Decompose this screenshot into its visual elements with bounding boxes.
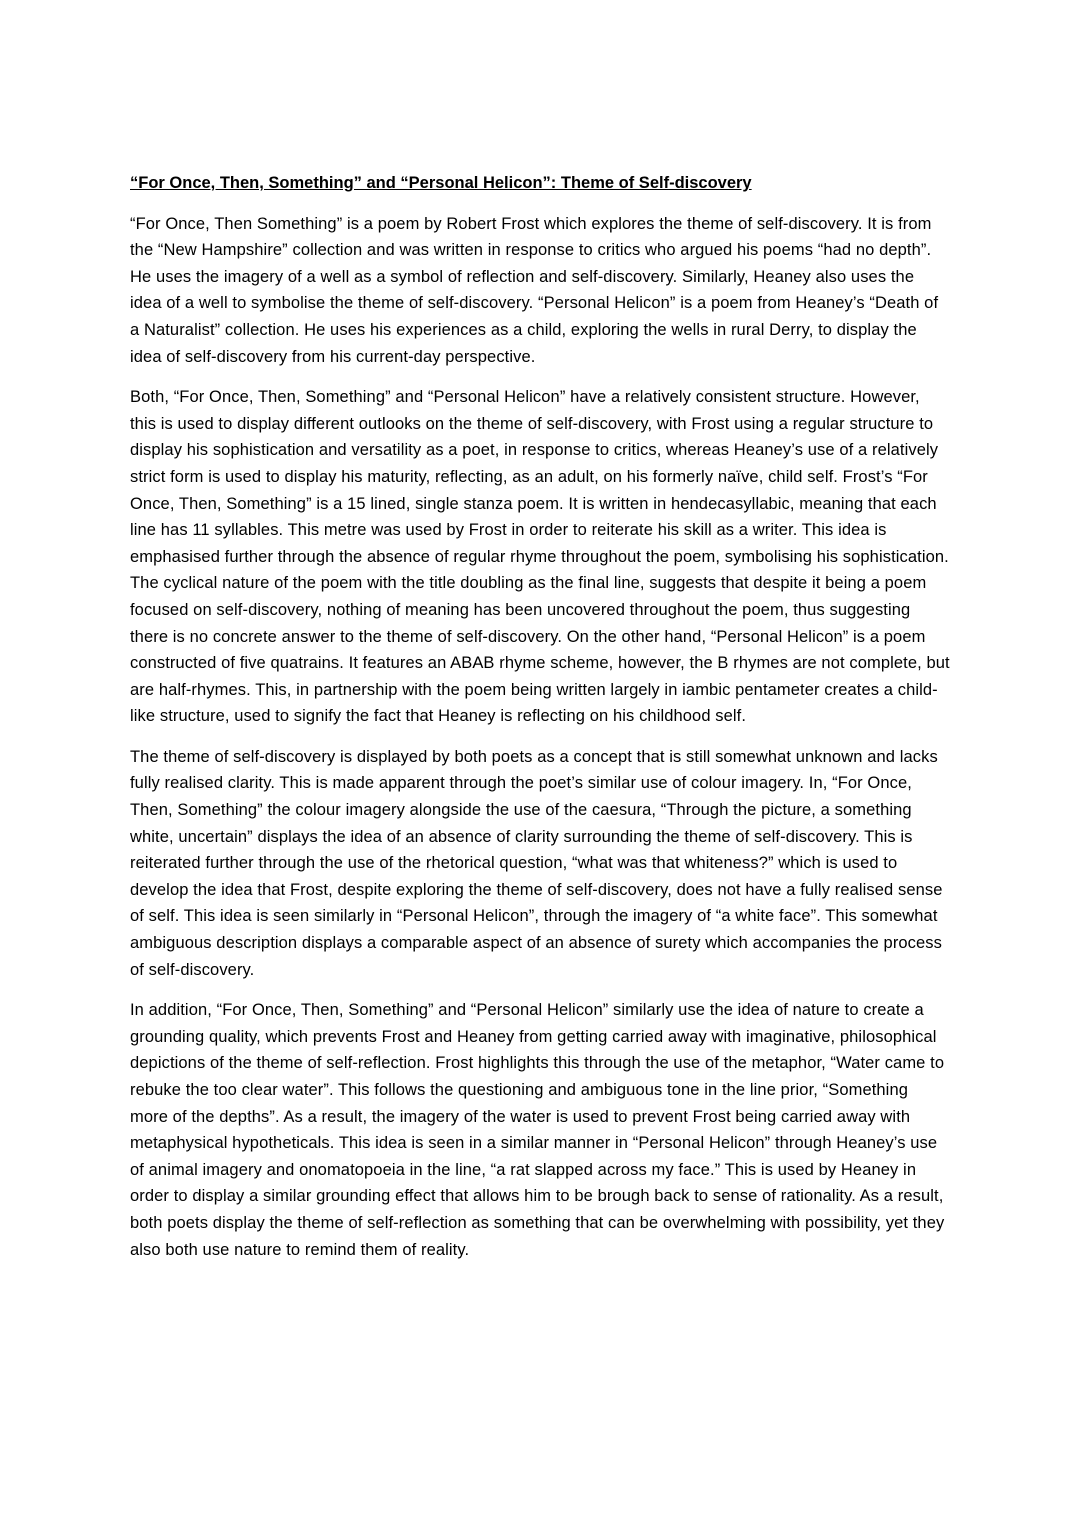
essay-paragraph-4: In addition, “For Once, Then, Something” and “Personal Helicon” similarly use the idea of nature to create a grounding quality, which prevents Frost and Heaney from getting carried away with imaginative, philosophical depictions of the theme of self-reflection. Frost highlights this through the use of the metaphor, “Water came to rebuke the too clear water”. This follows the questioning and ambiguous tone in the line prior, “Something more of the depths”. As a result, the imagery of the water is used to prevent Frost being carried away with metaphysical hypotheticals. This idea is seen in a similar manner in “Personal Helicon” through Heaney’s use of animal imagery and onomatopoeia in the line, “a rat slapped across my face.” This is used by Heaney in order to display a similar grounding effect that allows him to be brough back to sense of rationality. As a result, both poets display the theme of self-reflection as something that can be overwhelming with possibility, yet they also both use nature to remind them of reality. xyxy=(130,1001,945,1259)
essay-paragraph-1: “For Once, Then Something” is a poem by Robert Frost which explores the theme of self-discovery. It is from the “New Hampshire” collection and was written in response to critics who argued his poems “had no depth”. He uses the imagery of a well as a symbol of reflection and self-discovery. Similarly, Heaney also uses the idea of a well to symbolise the theme of self-discovery. “Personal Helicon” is a poem from Heaney’s “Death of a Naturalist” collection. He uses his experiences as a child, exploring the wells in rural Derry, to display the idea of self-discovery from his current-day perspective. xyxy=(130,214,939,366)
essay-paragraph-3: The theme of self-discovery is displayed by both poets as a concept that is still somewhat unknown and lacks fully realised clarity. This is made apparent through the poet’s similar use of colour imagery. In, “For Once, Then, Something” the colour imagery alongside the use of the caesura, “Through the picture, a something white, uncertain” displays the idea of an absence of clarity surrounding the theme of self-discovery. This is reiterated further through the use of the rhetorical question, “what was that whiteness?” which is used to develop the idea that Frost, despite exploring the theme of self-discovery, does not have a fully realised sense of self. This idea is seen similarly in “Personal Helicon”, through the imagery of “a white face”. This somewhat ambiguous description displays a comparable aspect of an absence of surety which accompanies the process of self-discovery. xyxy=(130,747,943,979)
essay-title: “For Once, Then, Something” and “Personal Helicon”: Theme of Self-discovery xyxy=(130,174,752,192)
essay-paragraph-2: Both, “For Once, Then, Something” and “Personal Helicon” have a relatively consistent structure. However, this is used to display different outlooks on the theme of self-discovery, with Frost using a regular structure to display his sophistication and versatility as a poet, in response to critics, whereas Heaney’s use of a relatively strict form is used to display his maturity, reflecting, as an adult, on his formerly naïve, child self. Frost’s “For Once, Then, Something” is a 15 lined, single stanza poem. It is written in hendecasyllabic, meaning that each line has 11 syllables. This metre was used by Frost in order to reiterate his skill as a writer. This idea is emphasised further through the absence of regular rhyme throughout the poem, symbolising his sophistication. The cyclical nature of the poem with the title doubling as the final line, suggests that despite it being a poem focused on self-discovery, nothing of meaning has been uncovered throughout the poem, thus suggesting there is no concrete answer to the theme of self-discovery. On the other hand, “Personal Helicon” is a poem constructed of five quatrains. It features an ABAB rhyme scheme, however, the B rhymes are not complete, but are half-rhymes. This, in partnership with the poem being written largely in iambic pentameter creates a child-like structure, used to signify the fact that Heaney is reflecting on his childhood self. xyxy=(130,388,950,726)
